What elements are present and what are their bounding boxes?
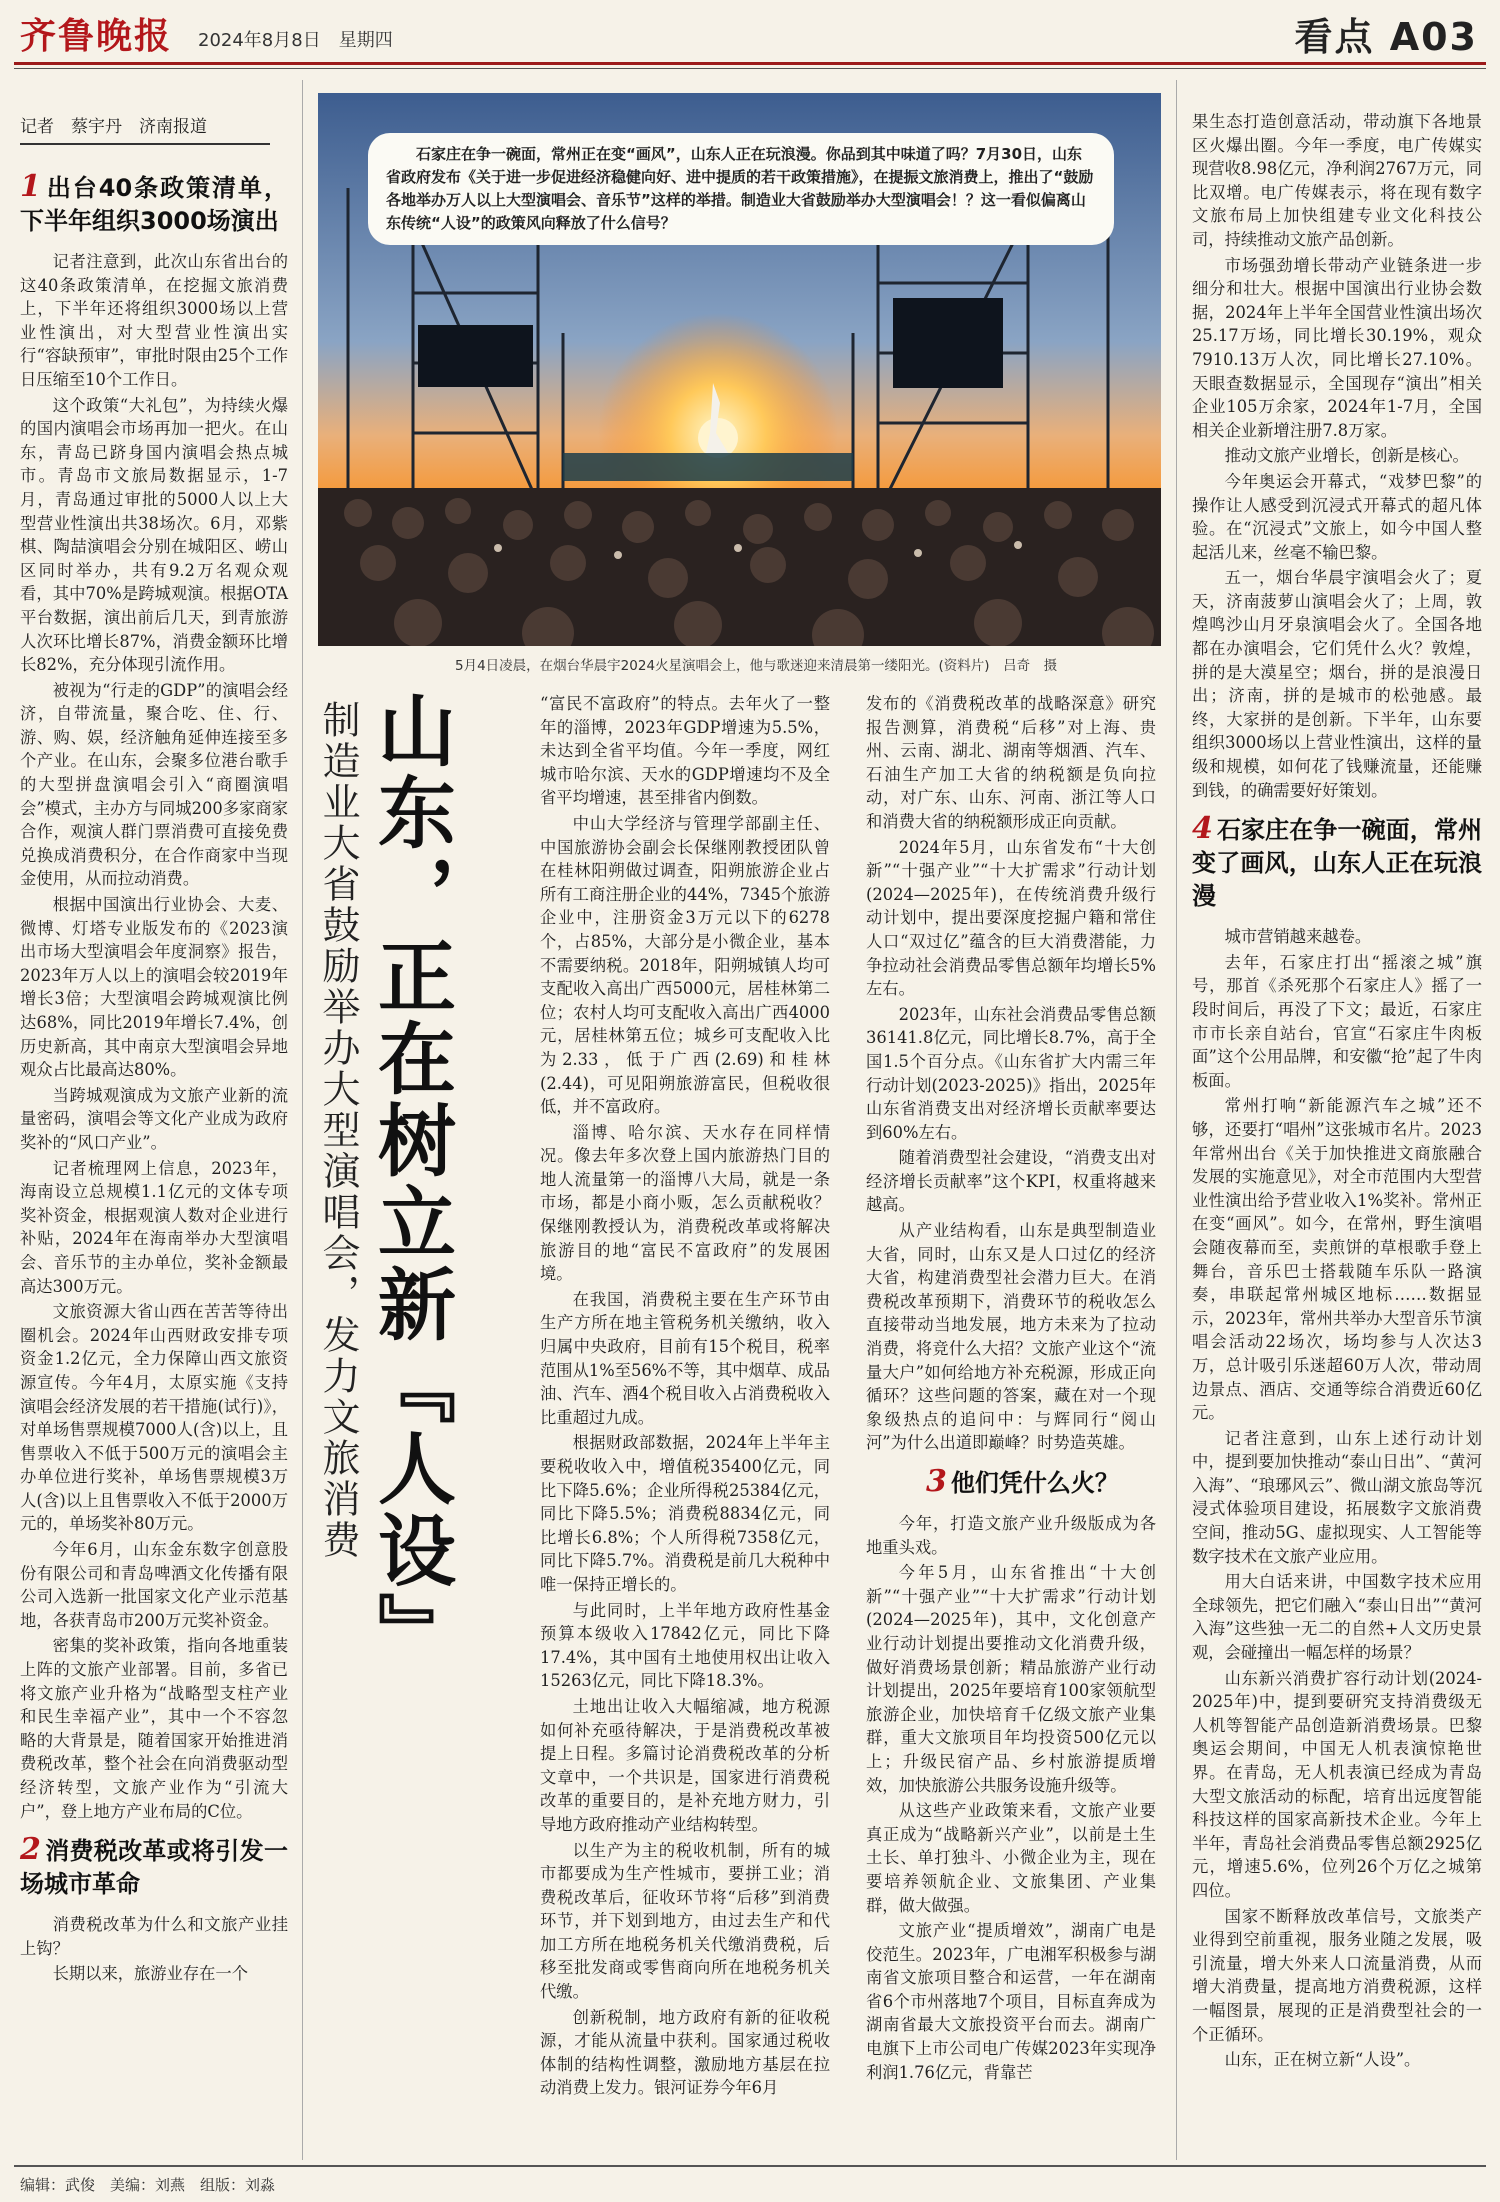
paragraph: 今年5月，山东省推出“十大创新”“十强产业”“十大扩需求”行动计划(2024—2025年)，其中，文化创意产业行动计划提出要推动文化消费升级，做好消费场景创新；精品旅游产业行动计划提出，2025年要培育100家领航型旅游企业，加快培育千亿级文旅产业集群，重大文旅项目年均投资500亿元以上；升级民宿产品、乡村旅游提质增效，加快旅游公共服务设施升级等。 — [866, 1563, 1156, 1795]
paragraph: 创新税制，地方政府有新的征收税源，才能从流量中获利。国家通过税收体制的结构性调整，激励地方基层在拉动消费上发力。银河证券今年6月 — [540, 2007, 830, 2098]
date-text: 2024年8月8日 — [198, 30, 321, 51]
paragraph: 记者梳理网上信息，2023年，海南设立总规模1.1亿元的文体专项奖补资金，根据观演人数对企业进行补贴，2024年在海南举办大型演唱会、音乐节的主办单位，奖补金额最高达300万元。 — [20, 1158, 288, 1296]
column-5 — [1192, 110, 1482, 2074]
paragraph: 根据中国演出行业协会、大麦、微博、灯塔专业版发布的《2023演出市场大型演唱会年度洞察》报告，2023年万人以上的演唱会较2019年增长3倍；大型演唱会跨城观演比例达68%，同比2019年增长7.4%，创历史新高，其中南京大型演唱会异地观众占比最高达80%。 — [20, 895, 288, 1080]
paragraph: 从这些产业政策来看，文旅产业要真正成为“战略新兴产业”，以前是土生土长、单打独斗、小微企业为主，现在要培养领航企业、文旅集团、产业集群，做大做强。 — [866, 1801, 1156, 1915]
section-number: 3 — [926, 1464, 947, 1499]
paragraph: 中山大学经济与管理学部副主任、中国旅游协会副会长保继刚教授团队曾在桂林阳朔做过调查，阳朔旅游企业占所有工商注册企业的44%，7345个旅游企业中，注册资金3万元以下的6278个，占85%，大部分是小微企业，基本不需要纳税。2018年，阳朔城镇人均可支配收入高出广西5000元，居桂林第二位；农村人均可支配收入高出广西4000元，居桂林第五位；城乡可支配收入比为2.33，低于广西(2.69)和桂林(2.44)，可见阳朔旅游富民，但税收很低，并不富政府。 — [540, 813, 830, 1117]
paragraph: 记者注意到，此次山东省出台的这40条政策清单，在挖掘文旅消费上，下半年还将组织3000场以上营业性演出，对大型营业性演出实行“容缺预审”，审批时限由25个工作日压缩至10个工作日。 — [20, 252, 288, 389]
masthead-rule — [14, 62, 1486, 65]
photo-caption: 5月4日凌晨，在烟台华晨宇2024火星演唱会上，他与歌迷迎来清晨第一缕阳光。(资料片) 吕奇 摄 — [455, 658, 1058, 674]
newspaper-logo: 齐鲁晚报 — [20, 15, 173, 57]
paragraph: 以生产为主的税收机制，所有的城市都要成为生产性城市，要拼工业；消费税改革后，征收环节将“后移”到消费环节，并下划到地方，由过去生产和代加工方所在地税务机关代缴消费税，后移至批发商或零售商向所在地税务机关代缴。 — [540, 1840, 830, 2002]
paragraph: 根据财政部数据，2024年上半年主要税收收入中，增值税35400亿元，同比下降5.6%；企业所得税25384亿元，同比下降5.5%；消费税8834亿元，同比增长6.8%；个人所得税7358亿元，同比下降5.7%。消费税是前几大税种中唯一保持正增长的。 — [540, 1433, 830, 1594]
paragraph: 文旅资源大省山西在苦苦等待出圈机会。2024年山西财政安排专项资金1.2亿元，全力保障山西文旅资源宣传。今年4月，太原实施《支持演唱会经济发展的若干措施(试行)》，对单场售票规模7000人(含)以上，且售票收入不低于500万元的演唱会主办单位进行奖补，单场售票规模3万人(含)以上且售票收入不低于2000万元的，单场奖补80万元。 — [20, 1302, 288, 1534]
paragraph: 常州打响“新能源汽车之城”还不够，还要打“唱州”这张城市名片。2023年常州出台《关于加快推进文商旅融合发展的实施意见》，对全市范围内大型营业性演出给予营业收入1%奖补。常州正在变“画风”。如今，在常州，野生演唱会随夜幕而至，卖煎饼的草根歌手登上舞台，音乐巴士搭载随车乐队一路演奏，串联起常州城区地标……数据显示，2023年，常州共举办大型音乐节演唱会活动22场次，场均参与人次达3万，总计吸引乐迷超60万人次，带动周边景点、酒店、交通等综合消费近60亿元。 — [1192, 1096, 1482, 1423]
footer-rule — [14, 2165, 1486, 2167]
section-number: 2 — [20, 1832, 41, 1868]
paragraph: 用大白话来讲，中国数字技术应用全球领先，把它们融入“泰山日出”“黄河入海”这些独一无二的自然+人文历史景观，会碰撞出一幅怎样的场景？ — [1192, 1572, 1482, 1663]
paragraph: 随着消费型社会建设，“消费支出对经济增长贡献率”这个KPI，权重将越来越高。 — [866, 1148, 1156, 1215]
section-heading-2 — [20, 1833, 288, 1901]
paragraph: 被视为“行走的GDP”的演唱会经济，自带流量，聚合吃、住、行、游、购、娱，经济触角延伸连接至多个产业。在山东，会聚多位港台歌手的大型拼盘演唱会引入“商圈演唱会”模式，主办方与同城200多家商家合作，观演人群门票消费可直接免费兑换成消费积分，在合作商家中当现金使用，从而拉动消费。 — [20, 680, 288, 889]
section-title: 石家庄在争一碗面，常州变了画风，山东人正在玩浪漫 — [1192, 816, 1482, 911]
paragraph: 土地出让收入大幅缩减，地方税源如何补充亟待解决，于是消费税改革被提上日程。多篇讨论消费税改革的分析文章中，一个共识是，国家进行消费税改革的重要目的，是补充地方财力，引导地方政府推动产业结构转型。 — [540, 1696, 830, 1834]
paragraph: 这个政策“大礼包”，为持续火爆的国内演唱会市场再加一把火。在山东，青岛已跻身国内演唱会热点城市。青岛市文旅局数据显示，1-7月，青岛通过审批的5000人以上大型营业性演出共38场次。6月，邓紫棋、陶喆演唱会分别在城阳区、崂山区同时举办，共有9.2万名观众观看，其中70%是跨城观演。根据OTA平台数据，演出前后几天，到青旅游人次环比增长87%，消费金额环比增长82%，充分体现引流作用。 — [20, 395, 288, 675]
weekday-text: 星期四 — [338, 30, 393, 51]
column-divider — [302, 80, 303, 2160]
paragraph: 消费税改革为什么和文旅产业挂上钩？ — [20, 1915, 288, 1958]
paragraph: 去年，石家庄打出“摇滚之城”旗号，那首《杀死那个石家庄人》摇了一段时间后，再没了下文；最近，石家庄市市长亲自站台，官宣“石家庄牛肉板面”这个公用品牌，和安徽“抢”起了牛肉板面。 — [1192, 952, 1482, 1090]
column-4 — [866, 692, 1156, 2086]
paragraph: 今年6月，山东金东数字创意股份有限公司和青岛啤酒文化传播有限公司入选新一批国家文化产业示范基地，各获青岛市200万元奖补资金。 — [20, 1540, 288, 1630]
main-headline: 山东，正在树立新『人设』 — [365, 690, 456, 1674]
section-heading-4 — [1192, 812, 1482, 913]
section-title: 消费税改革或将引发一场城市革命 — [20, 1837, 288, 1899]
section-number: 1 — [20, 169, 41, 204]
section-heading-3 — [926, 1465, 1156, 1500]
section-title: 出台40条政策清单，下半年组织3000场演出 — [20, 174, 288, 235]
paragraph: 市场强劲增长带动产业链条进一步细分和壮大。根据中国演出行业协会数据，2024年上半年全国营业性演出场次25.17万场，同比增长30.19%，观众7910.13万人次，同比增长27.10%。天眼查数据显示，全国现存“演出”相关企业105万余家，2024年1-7月，全国相关企业新增注册7.8万家。 — [1192, 255, 1482, 440]
masthead-rule-thin — [14, 68, 1486, 69]
paragraph: 推动文旅产业增长，创新是核心。 — [1224, 446, 1469, 466]
paragraph: 记者注意到，山东上述行动计划中，提到要加快推动“泰山日出”、“黄河入海”、“琅琊风云”、微山湖文旅岛等沉浸式体验项目建设，拓展数字文旅消费空间，推动5G、虚拟现实、人工智能等数字技术在文旅产业应用。 — [1192, 1428, 1482, 1566]
paragraph: 果生态打造创意活动，带动旗下各地景区火爆出圈。今年一季度，电广传媒实现营收8.98亿元，净利润2767万元，同比双增。电广传媒表示，将在现有数字文旅布局上加快组建专业文化科技公司，持续推动文旅产品创新。 — [1192, 112, 1482, 249]
paragraph: 淄博、哈尔滨、天水存在同样情况。像去年多次登上国内旅游热门目的地人流量第一的淄博八大局，就是一条市场，都是小商小贩，怎么贡献税收？保继刚教授认为，消费税改革或将解决旅游目的地“富民不富政府”的发展困境。 — [540, 1122, 830, 1284]
paragraph: 城市营销越来越卷。 — [1224, 927, 1372, 947]
paragraph: 当跨城观演成为文旅产业新的流量密码，演唱会等文化产业成为政府奖补的“风口产业”。 — [20, 1085, 288, 1152]
paragraph: 山东新兴消费扩容行动计划(2024-2025年)中，提到要研究支持消费级无人机等智能产品创造新消费场景。巴黎奥运会期间，中国无人机表演惊艳世界。在青岛，无人机表演已经成为青岛大型文旅活动的标配，培育出远度智能科技这样的国家高新技术企业。今年上半年，青岛社会消费品零售总额2925亿元，增速5.6%，位列26个万亿之城第四位。 — [1192, 1668, 1482, 1900]
paragraph: 文旅产业“提质增效”，湖南广电是佼范生。2023年，广电湘军积极参与湖南省文旅项目整合和运营，一年在湖南省6个市州落地7个项目，目标直奔成为湖南省最大文旅投资平台而去。湖南广电旗下上市公司电广传媒2023年实现净利润1.76亿元，背靠芒 — [866, 1921, 1156, 2082]
column-1 — [20, 160, 288, 1988]
paragraph: 今年奥运会开幕式，“戏梦巴黎”的操作让人感受到沉浸式开幕式的超凡体验。在“沉浸式”文旅上，如今中国人整起活儿来，丝毫不输巴黎。 — [1192, 471, 1482, 562]
editor-credits: 编辑：武俊 美编：刘燕 组版：刘淼 — [20, 2176, 276, 2194]
paragraph: 今年，打造文旅产业升级版成为各地重头戏。 — [866, 1514, 1156, 1557]
paragraph: 山东，正在树立新“人设”。 — [1224, 2050, 1421, 2070]
column-3 — [540, 692, 830, 2102]
paragraph: “富民不富政府”的特点。去年火了一整年的淄博，2023年GDP增速为5.5%，未达到全省平均值。今年一季度，网红城市哈尔滨、天水的GDP增速均不及全省平均增速，甚至排省内倒数。 — [540, 694, 830, 808]
paragraph: 五一，烟台华晨宇演唱会火了；夏天，济南菠萝山演唱会火了；上周，敦煌鸣沙山月牙泉演唱会火了。全国各地都在办演唱会，它们凭什么火？敦煌，拼的是大漠星空；烟台，拼的是浪漫日出；济南，拼的是城市的松弛感。最终，大家拼的是创新。下半年，山东要组织3000场以上营业性演出，这样的量级和规模，如何花了钱赚流量，还能赚到钱，的确需要好好策划。 — [1192, 568, 1482, 800]
paragraph: 在我国，消费税主要在生产环节由生产方所在地主管税务机关缴纳，收入归属中央政府，目前有15个税目，税率范围从1%至56%不等，其中烟草、成品油、汽车、酒4个税目收入占消费税收入比重超过九成。 — [540, 1289, 830, 1427]
section-number: 4 — [1192, 811, 1213, 847]
paragraph: 密集的奖补政策，指向各地重装上阵的文旅产业部署。目前，多省已将文旅产业升格为“战略型支柱产业和民生幸福产业”，其中一个不容忽略的大背景是，随着国家开始推进消费税改革，整个社会在向消费驱动型经济转型，文旅产业作为“引流大户”，登上地方产业布局的C位。 — [20, 1636, 288, 1821]
page-number: A03 — [1389, 15, 1478, 59]
lead-paragraph: 石家庄在争一碗面，常州正在变“画风”，山东人正在玩浪漫。你品到其中味道了吗？7月30日，山东省政府发布《关于进一步促进经济稳健向好、进中提质的若干政策措施》，在提振文旅消费上，推出了“鼓励各地举办万人以上大型演唱会、音乐节”这样的举措。制造业大省鼓励举办大型演唱会！？这一看似偏离山东传统“人设”的政策风向释放了什么信号？ — [368, 133, 1114, 245]
paragraph: 2023年，山东社会消费品零售总额36141.8亿元，同比增长8.7%，高于全国1.5个百分点。《山东省扩大内需三年行动计划(2023-2025)》指出，2025年山东省消费支出对经济增长贡献率要达到60%左右。 — [866, 1004, 1156, 1142]
section-heading-1 — [20, 170, 288, 238]
byline: 记者 蔡宇丹 济南报道 — [20, 112, 270, 145]
sub-headline: 制造业大省鼓励举办大型演唱会，发力文旅消费 — [316, 700, 360, 1561]
column-divider — [1176, 80, 1177, 2160]
paragraph: 长期以来，旅游业存在一个 — [52, 1964, 248, 1984]
paragraph: 发布的《消费税改革的战略深意》研究报告测算，消费税“后移”对上海、贵州、云南、湖北、湖南等烟酒、汽车、石油生产加工大省的纳税额是负向拉动，对广东、山东、河南、浙江等人口和消费大省的纳税额形成正向贡献。 — [866, 694, 1156, 831]
paragraph: 国家不断释放改革信号，文旅类产业得到空前重视，服务业随之发展，吸引流量，增大外来人口流量消费，从而增大消费量，提高地方消费税源，这样一幅图景，展现的正是消费型社会的一个正循环。 — [1192, 1906, 1482, 2044]
section-title: 他们凭什么火？ — [950, 1469, 1119, 1497]
page-header — [1294, 6, 1478, 61]
paragraph: 与此同时，上半年地方政府性基金预算本级收入17842亿元，同比下降17.4%，其中国有土地使用权出让收入15263亿元，同比下降18.3%。 — [540, 1600, 830, 1691]
paragraph: 2024年5月，山东省发布“十大创新”“十强产业”“十大扩需求”行动计划(2024—2025年)，在传统消费升级行动计划中，提出要深度挖掘户籍和常住人口“双过亿”蕴含的巨大消费潜能，力争拉动社会消费品零售总额年均增长5%左右。 — [866, 837, 1156, 999]
section-name: 看点 — [1294, 15, 1375, 59]
paragraph: 从产业结构看，山东是典型制造业大省，同时，山东又是人口过亿的经济大省，构建消费型社会潜力巨大。在消费税改革预期下，消费环节的税收怎么直接带动当地发展，地方未来为了拉动消费，将竞什么大招？文旅产业这个“流量大户”如何给地方补充税源，形成正向循环？这些问题的答案，藏在对一个现象级热点的追问中：与辉同行“阅山河”为什么出道即巅峰？时势造英雄。 — [866, 1221, 1156, 1453]
issue-date — [198, 26, 393, 52]
